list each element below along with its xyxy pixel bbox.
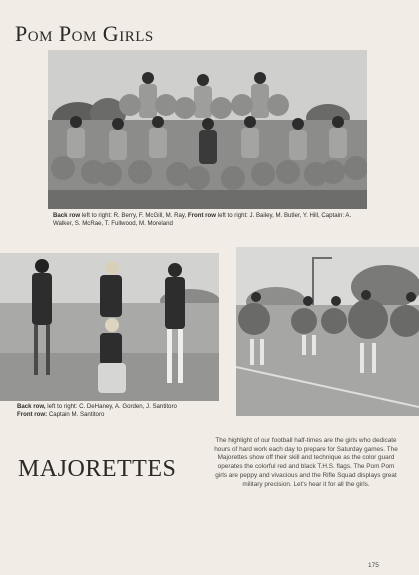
pom-pom-photo xyxy=(48,50,367,209)
majorettes-heading: MAJORETTES xyxy=(18,456,177,482)
pom-pom-action-photo xyxy=(236,247,419,416)
majorettes-caption xyxy=(17,403,219,419)
page-number: 175 xyxy=(368,562,379,569)
majorettes-caption-front-label: Front row: xyxy=(17,411,48,419)
pom-pom-caption-back-text: left to right: R. Berry, F. McGill, M. Ray, xyxy=(80,212,188,219)
majorettes-caption-front-text: Captain M. Santitoro xyxy=(47,411,105,419)
pom-pom-caption xyxy=(53,212,367,228)
majorettes-caption-back-label: Back row, xyxy=(17,403,46,410)
body-paragraph: The highlight of our football half-times are the girls who dedicate hours of hard work each day to prepare for Saturday games. The Majorettes show off their skill and technique as the color guard operates the colorful red and black T.H.S. flags. The Pom Pom girls are peppy and vivacious and the Rifle Squad displays great military precision. Let's hear it for all the girls. xyxy=(214,437,398,488)
pom-pom-caption-front-label: Front row xyxy=(187,212,217,219)
majorettes-photo xyxy=(0,253,219,401)
pom-pom-caption-front-text: left to right: J. Bailey, M. Butler, Y. Hill, Captain: A. Walker, S. McRae, T. Fullwood, M. Moreland xyxy=(53,212,352,228)
pom-pom-caption-back-label: Back row xyxy=(53,212,81,219)
pom-pom-heading: Pom Pom Girls xyxy=(15,21,154,46)
page-title xyxy=(15,21,154,47)
majorettes-title xyxy=(18,456,176,483)
majorettes-caption-back-text: left to right: C. DeHaney, A. Gorden, J. Santitoro xyxy=(45,403,177,410)
